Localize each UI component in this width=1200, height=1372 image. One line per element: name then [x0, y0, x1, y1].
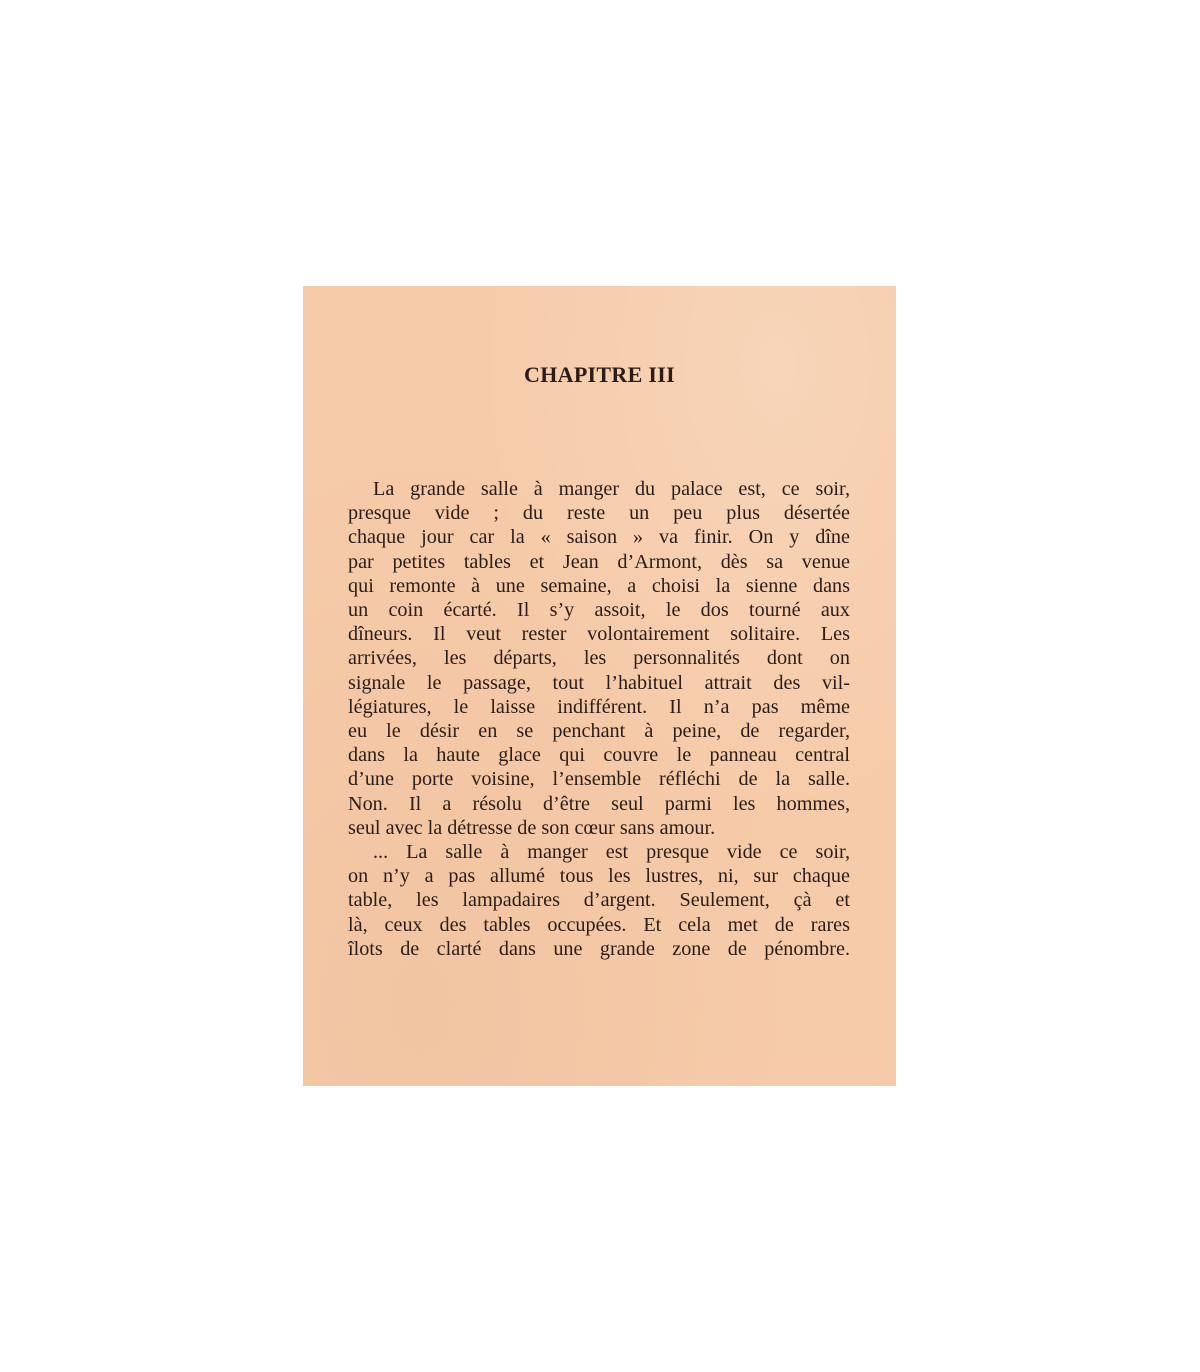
text-line: table, les lampadaires d’argent. Seulement, çà et	[348, 889, 850, 912]
book-page	[303, 286, 896, 1086]
text-line: presque vide ; du reste un peu plus désertée	[348, 502, 850, 525]
text-line: un coin écarté. Il s’y assoit, le dos tourné aux	[348, 599, 850, 622]
text-line: là, ceux des tables occupées. Et cela met de rares	[348, 913, 850, 936]
text-line: légiatures, le laisse indifférent. Il n’a pas même	[348, 695, 850, 718]
text-line: La grande salle à manger du palace est, ce soir,	[373, 478, 850, 500]
text-line: Non. Il a résolu d’être seul parmi les hommes,	[348, 792, 850, 815]
text-line: dîneurs. Il veut rester volontairement solitaire. Les	[348, 623, 850, 646]
text-line: d’une porte voisine, l’ensemble réfléchi de la salle.	[348, 768, 850, 791]
chapter-title: CHAPITRE III	[524, 362, 675, 387]
text-line: îlots de clarté dans une grande zone de pénombre.	[348, 937, 850, 960]
text-line: eu le désir en se penchant à peine, de regarder,	[348, 720, 850, 743]
text-line: arrivées, les départs, les personnalités dont on	[348, 647, 850, 670]
text-line: chaque jour car la « saison » va finir. On y dîne	[348, 526, 850, 549]
text-line: par petites tables et Jean d’Armont, dès sa venue	[348, 550, 850, 573]
chapter-body	[348, 477, 850, 961]
paragraph-2	[348, 840, 850, 961]
paragraph-1	[348, 477, 850, 840]
text-line: dans la haute glace qui couvre le panneau central	[348, 744, 850, 767]
text-line: qui remonte à une semaine, a choisi la sienne dans	[348, 574, 850, 597]
text-line: seul avec la détresse de son cœur sans amour.	[348, 816, 716, 839]
text-line: signale le passage, tout l’habituel attrait des vil-	[348, 671, 850, 694]
text-line: ... La salle à manger est presque vide ce soir,	[373, 841, 850, 864]
text-line: on n’y a pas allumé tous les lustres, ni, sur chaque	[348, 865, 850, 888]
